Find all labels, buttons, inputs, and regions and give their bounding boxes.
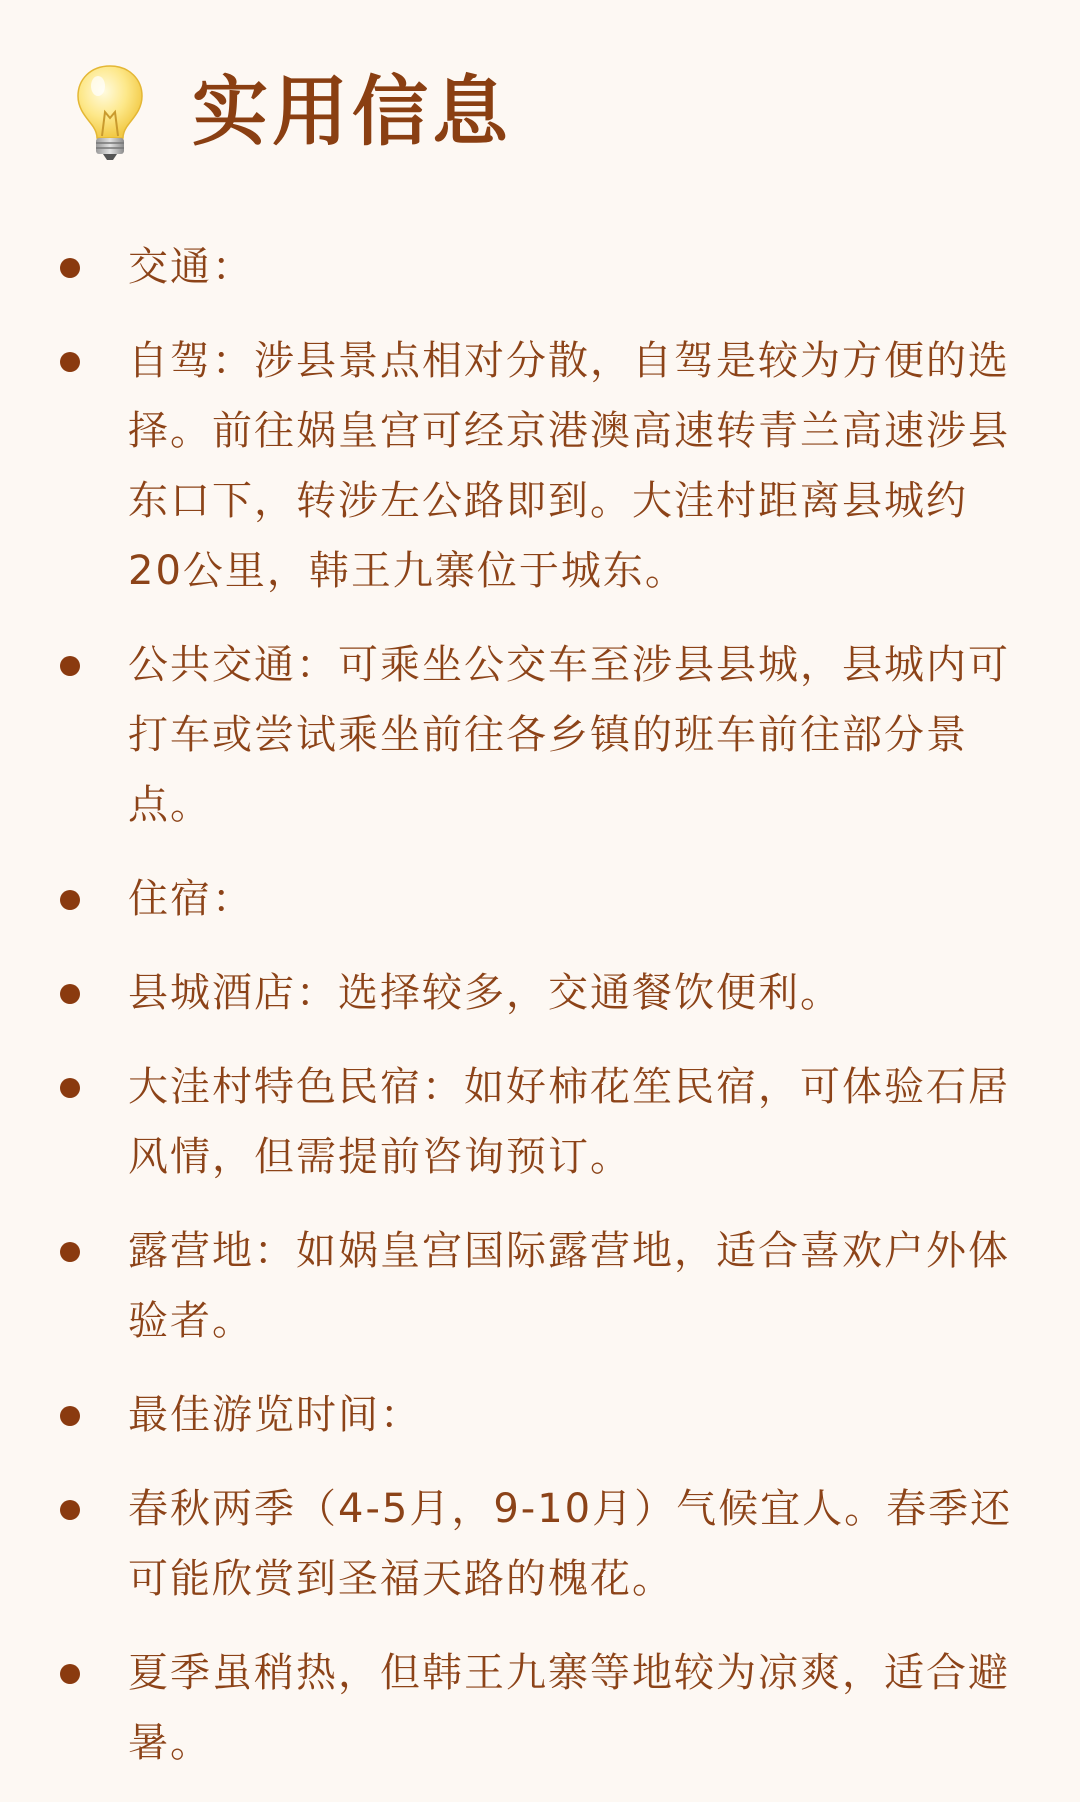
list-item [0,1474,1080,1614]
info-list [0,232,1080,1802]
list-item [0,326,1080,606]
list-item-text: 自驾：涉县景点相对分散，自驾是较为方便的选择。前往娲皇宫可经京港澳高速转青兰高速涉县东口下，转涉左公路即到。大洼村距离县城约20公里，韩王九寨位于城东。 [128,338,1010,594]
page-title: 实用信息 [192,67,512,156]
bullet-icon [60,1406,80,1426]
list-item [0,1216,1080,1356]
lightbulb-icon [72,62,148,162]
list-item [0,232,1080,302]
list-item-text: 最佳游览时间： [128,1392,422,1438]
bullet-icon [60,656,80,676]
list-item-text: 住宿： [128,876,254,922]
page-header [72,62,512,162]
list-item [0,864,1080,934]
bullet-icon [60,352,80,372]
list-item-text: 交通： [128,244,254,290]
bullet-icon [60,1242,80,1262]
bullet-icon [60,984,80,1004]
list-item-text: 公共交通：可乘坐公交车至涉县县城，县城内可打车或尝试乘坐前往各乡镇的班车前往部分景点。 [128,642,1010,828]
bullet-icon [60,890,80,910]
bullet-icon [60,1500,80,1520]
list-item [0,958,1080,1028]
list-item-text: 大洼村特色民宿：如好柿花笙民宿，可体验石居风情，但需提前咨询预订。 [128,1064,1010,1180]
list-item-text: 露营地：如娲皇宫国际露营地，适合喜欢户外体验者。 [128,1228,1010,1344]
list-item [0,630,1080,840]
bullet-icon [60,1078,80,1098]
list-item [0,1638,1080,1778]
list-item-text: 春秋两季（4-5月，9-10月）气候宜人。春季还可能欣赏到圣福天路的槐花。 [128,1486,1013,1602]
list-item-text: 夏季虽稍热，但韩王九寨等地较为凉爽，适合避暑。 [128,1650,1010,1766]
list-item-text: 县城酒店：选择较多，交通餐饮便利。 [128,970,842,1016]
bullet-icon [60,1664,80,1684]
list-item [0,1380,1080,1450]
list-item [0,1052,1080,1192]
bullet-icon [60,258,80,278]
